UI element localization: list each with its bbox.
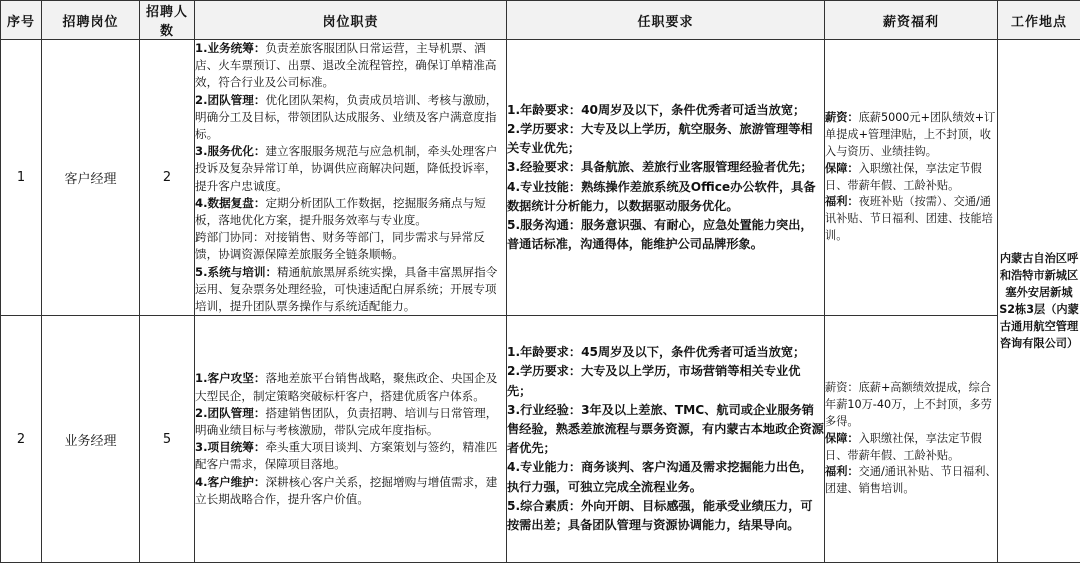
row-count: 5 — [140, 316, 195, 563]
requirement-item: 4.专业技能：熟练操作差旅系统及Office办公软件，具备数据统计分析能力，以数据驱动服务优化。 — [507, 178, 824, 216]
duty-item: 2.团队管理：优化团队架构，负责成员培训、考核与激励，明确分工及目标，带领团队达成服务、业绩及客户满意度指标。 — [195, 92, 506, 144]
row-requirements — [507, 316, 825, 563]
row-duties — [195, 40, 507, 316]
row-count: 2 — [140, 40, 195, 316]
table-row — [1, 40, 1080, 316]
requirement-item: 3.经验要求：具备航旅、差旅行业客服管理经验者优先； — [507, 158, 824, 177]
header-requirements: 任职要求 — [507, 1, 825, 40]
row-position: 业务经理 — [42, 316, 140, 563]
duty-item: 4.客户维护：深耕核心客户关系，挖掘增购与增值需求，建立长期战略合作，提升客户价值。 — [195, 474, 506, 508]
benefit-item: 薪资：底薪+高额绩效提成，综合年薪10万-40万，上不封顶，多劳多得。 — [825, 380, 997, 430]
row-index: 2 — [1, 316, 42, 563]
work-location: 内蒙古自治区呼和浩特市新城区塞外安居新城S2栋3层（内蒙古通用航空管理咨询有限公司） — [998, 40, 1080, 563]
requirement-item: 5.服务沟通：服务意识强、有耐心，应急处置能力突出，普通话标准，沟通得体，能维护公司品牌形象。 — [507, 216, 824, 254]
header-duties: 岗位职责 — [195, 1, 507, 40]
row-index: 1 — [1, 40, 42, 316]
benefit-item: 薪资：底薪5000元+团队绩效+订单提成+管理津贴，上不封顶，收入与资历、业绩挂钩。 — [825, 110, 997, 160]
requirement-item: 5.综合素质：外向开朗、目标感强，能承受业绩压力，可按需出差；具备团队管理与资源协调能力，结果导向。 — [507, 497, 824, 535]
row-requirements — [507, 40, 825, 316]
benefit-item: 保障：入职缴社保，享法定节假日、带薪年假、工龄补贴。 — [825, 431, 997, 465]
header-row — [1, 1, 1080, 40]
duty-item: 3.服务优化：建立客服服务规范与应急机制，牵头处理客户投诉及复杂异常订单，协调供应商解决问题，降低投诉率，提升客户忠诚度。 — [195, 143, 506, 195]
benefit-item: 保障：入职缴社保，享法定节假日、带薪年假、工龄补贴。 — [825, 161, 997, 195]
row-benefits — [825, 316, 998, 563]
duty-item: 1.业务统筹：负责差旅客服团队日常运营，主导机票、酒店、火车票预订、出票、退改全流程管控，确保订单精准高效，符合行业及公司标准。 — [195, 40, 506, 92]
requirement-item: 1.年龄要求：45周岁及以下，条件优秀者可适当放宽； — [507, 343, 824, 362]
header-location: 工作地点 — [998, 1, 1080, 40]
requirement-item: 2.学历要求：大专及以上学历，市场营销等相关专业优先； — [507, 362, 824, 400]
duty-item: 4.数据复盘：定期分析团队工作数据，挖掘服务痛点与短板，落地优化方案，提升服务效率与专业度。 — [195, 195, 506, 229]
duty-item: 3.项目统筹：牵头重大项目谈判、方案策划与签约，精准匹配客户需求，保障项目落地。 — [195, 439, 506, 473]
duty-item: 5.系统与培训：精通航旅黑屏系统实操，具备丰富黑屏指令运用、复杂票务处理经验，可快速适配白屏系统；开展专项培训，提升团队票务操作与系统适配能力。 — [195, 264, 506, 316]
table-row — [1, 316, 1080, 563]
requirement-item: 1.年龄要求：40周岁及以下，条件优秀者可适当放宽； — [507, 101, 824, 120]
requirement-item: 4.专业能力：商务谈判、客户沟通及需求挖掘能力出色，执行力强，可独立完成全流程业务。 — [507, 458, 824, 496]
header-position: 招聘岗位 — [42, 1, 140, 40]
requirement-item: 2.学历要求：大专及以上学历，航空服务、旅游管理等相关专业优先； — [507, 120, 824, 158]
header-count: 招聘人数 — [140, 1, 195, 40]
row-benefits — [825, 40, 998, 316]
duty-item: 跨部门协同：对接销售、财务等部门，同步需求与异常反馈，协调资源保障差旅服务全链条顺畅。 — [195, 229, 506, 263]
benefit-item: 福利：夜班补贴（按需）、交通/通讯补贴、节日福利、团建、技能培训。 — [825, 194, 997, 244]
duty-item: 1.客户攻坚：落地差旅平台销售战略，聚焦政企、央国企及大型民企，制定策略突破标杆客户，搭建优质客户体系。 — [195, 370, 506, 404]
header-benefits: 薪资福利 — [825, 1, 998, 40]
row-position: 客户经理 — [42, 40, 140, 316]
requirement-item: 3.行业经验：3年及以上差旅、TMC、航司或企业服务销售经验，熟悉差旅流程与票务资源，有内蒙古本地政企资源者优先； — [507, 401, 824, 459]
benefit-item: 福利：交通/通讯补贴、节日福利、团建、销售培训。 — [825, 464, 997, 498]
duty-item: 2.团队管理：搭建销售团队，负责招聘、培训与日常管理，明确业绩目标与考核激励，带队完成年度指标。 — [195, 405, 506, 439]
row-duties — [195, 316, 507, 563]
header-index: 序号 — [1, 1, 42, 40]
